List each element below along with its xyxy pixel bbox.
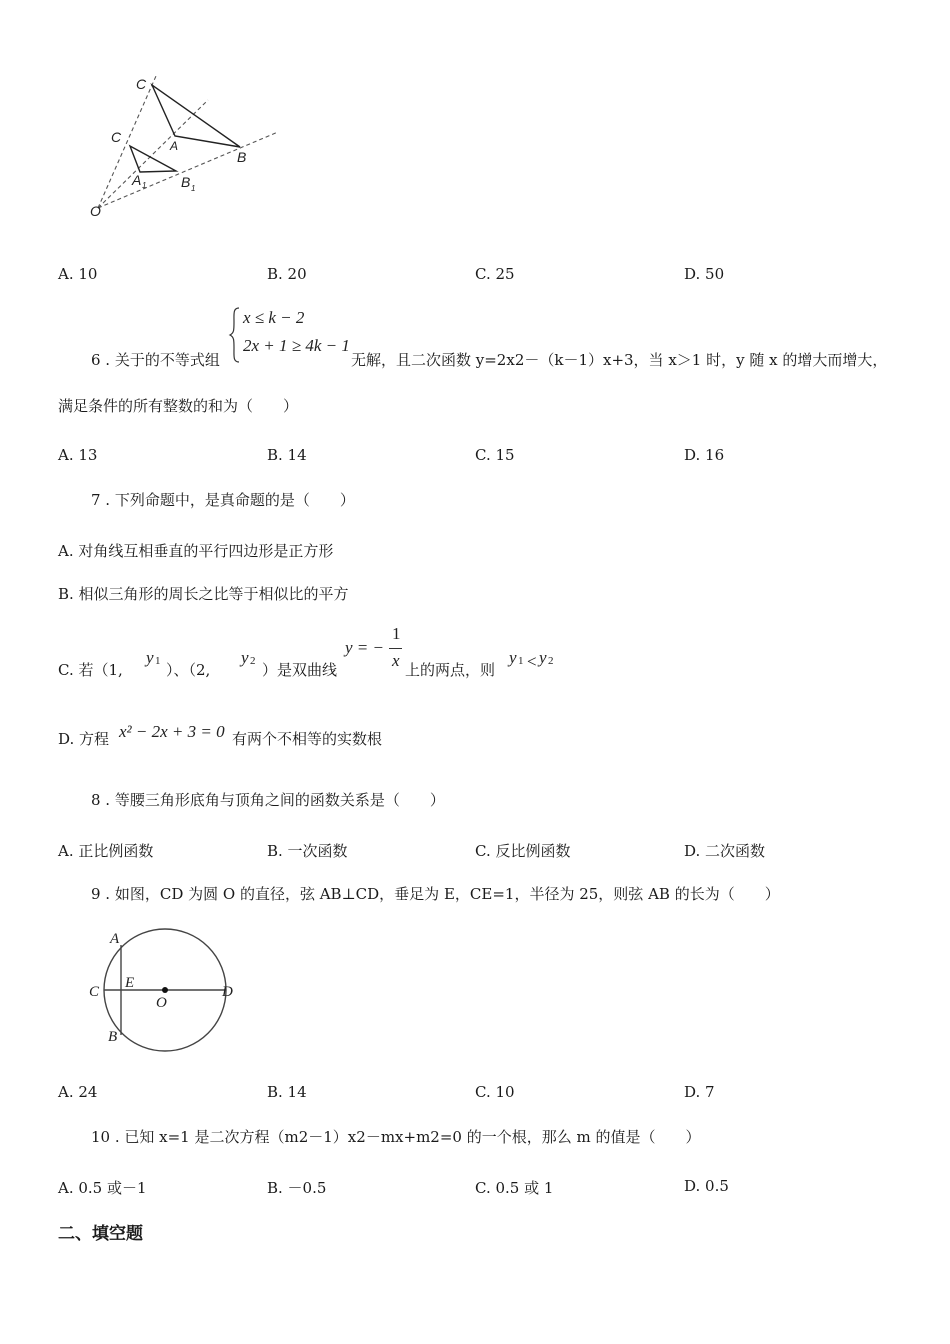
q5-option-c[interactable]: C. 25 <box>475 265 515 283</box>
q10-option-c[interactable]: C. 0.5 或 1 <box>475 1179 554 1197</box>
q9-option-d[interactable]: D. 7 <box>684 1083 715 1101</box>
label-c: C <box>136 76 147 92</box>
q7-d-equation: x² − 2x + 3 = 0 <box>119 722 225 741</box>
q7-c-y2: y <box>241 648 249 667</box>
q6-brace <box>228 306 242 364</box>
q7-c-text-4: 上的两点，则 <box>405 661 496 679</box>
similar-triangles-figure <box>80 70 290 230</box>
q5-option-d[interactable]: D. 50 <box>684 265 725 283</box>
q6-inequality-2: 2x + 1 ≥ 4k − 1 <box>243 336 350 355</box>
label-a: A <box>170 139 179 153</box>
circle-chord-figure <box>86 926 240 1054</box>
q6-option-b[interactable]: B. 14 <box>267 446 307 464</box>
q7-c-fraction-bar <box>389 648 402 649</box>
q7-option-a[interactable]: A. 对角线互相垂直的平行四边形是正方形 <box>58 542 334 560</box>
q6-inequality-1: x ≤ k − 2 <box>243 308 305 327</box>
q5-option-a[interactable]: A. 10 <box>58 265 98 283</box>
label-c1: C <box>111 129 122 145</box>
q6-option-a[interactable]: A. 13 <box>58 446 98 464</box>
q10-option-d[interactable]: D. 0.5 <box>684 1177 729 1195</box>
triangle-abc <box>152 85 240 147</box>
label-b1-sub: 1 <box>191 184 196 193</box>
fig9-label-e: E <box>125 975 135 991</box>
q5-option-b[interactable]: B. 20 <box>267 265 307 283</box>
fig9-label-o: O <box>156 995 167 1011</box>
fig9-label-a: A <box>110 931 120 947</box>
q7-c-text-1: C. 若（1, <box>58 661 123 679</box>
q7-c-text-3: ）是双曲线 <box>262 661 338 679</box>
q7-c-y1-sub: 1 <box>155 655 161 667</box>
label-a1-sub: 1 <box>142 181 147 190</box>
q10-stem: 10 . 已知 x=1 是二次方程（m2－1）x2－mx+m2=0 的一个根，那么 m 的值是（ ） <box>91 1128 701 1146</box>
q7-c-eq-lhs: y = − <box>345 638 384 657</box>
q8-option-a[interactable]: A. 正比例函数 <box>58 842 154 860</box>
q9-stem: 9 . 如图，CD 为圆 O 的直径，弦 AB⊥CD，垂足为 E，CE=1，半径为 25，则弦 AB 的长为（ ） <box>91 885 780 903</box>
label-b1: B <box>181 174 191 190</box>
q7-option-b[interactable]: B. 相似三角形的周长之比等于相似比的平方 <box>58 585 349 603</box>
label-b: B <box>237 149 247 165</box>
q10-option-a[interactable]: A. 0.5 或－1 <box>58 1179 147 1197</box>
q9-option-b[interactable]: B. 14 <box>267 1083 307 1101</box>
q7-stem: 7 . 下列命题中，是真命题的是（ ） <box>91 491 355 509</box>
q7-c-text-2: ）、（2, <box>166 661 211 679</box>
fig9-label-b: B <box>108 1029 118 1045</box>
ray-oc <box>98 76 156 208</box>
q7-c-r-y1: y <box>509 648 517 667</box>
q6-prefix: 6 . 关于的不等式组 <box>91 351 220 369</box>
q10-option-b[interactable]: B. －0.5 <box>267 1179 327 1197</box>
q7-c-fraction-num: 1 <box>392 624 401 643</box>
q6-option-c[interactable]: C. 15 <box>475 446 515 464</box>
fig9-label-d: D <box>222 984 233 1000</box>
ray-ob <box>98 132 278 208</box>
section-heading-fill-in: 二、填空题 <box>58 1224 143 1244</box>
q9-option-a[interactable]: A. 24 <box>58 1083 98 1101</box>
q7-c-less-than: < <box>527 652 537 671</box>
q6-suffix: 无解，且二次函数 y=2x2－（k－1）x+3，当 x＞1 时，y 随 x 的增大而增大， <box>351 351 888 369</box>
q9-option-c[interactable]: C. 10 <box>475 1083 515 1101</box>
q7-c-r-y2-sub: 2 <box>548 655 554 667</box>
q7-d-text-1: D. 方程 <box>58 730 110 748</box>
q8-option-d[interactable]: D. 二次函数 <box>684 842 766 860</box>
label-o: O <box>90 203 101 219</box>
q6-option-d[interactable]: D. 16 <box>684 446 725 464</box>
q8-stem: 8 . 等腰三角形底角与顶角之间的函数关系是（ ） <box>91 791 445 809</box>
q7-c-fraction-den: x <box>392 651 400 670</box>
label-a1: A <box>132 172 142 188</box>
q7-d-text-2: 有两个不相等的实数根 <box>232 730 383 748</box>
q7-c-y2-sub: 2 <box>250 655 256 667</box>
q6-line-2: 满足条件的所有整数的和为（ ） <box>58 397 299 415</box>
q8-option-c[interactable]: C. 反比例函数 <box>475 842 571 860</box>
center-point <box>162 987 168 993</box>
q7-c-y1: y <box>146 648 154 667</box>
q7-c-r-y2: y <box>539 648 547 667</box>
q8-option-b[interactable]: B. 一次函数 <box>267 842 348 860</box>
fig9-label-c: C <box>89 984 100 1000</box>
q7-c-r-y1-sub: 1 <box>518 655 524 667</box>
